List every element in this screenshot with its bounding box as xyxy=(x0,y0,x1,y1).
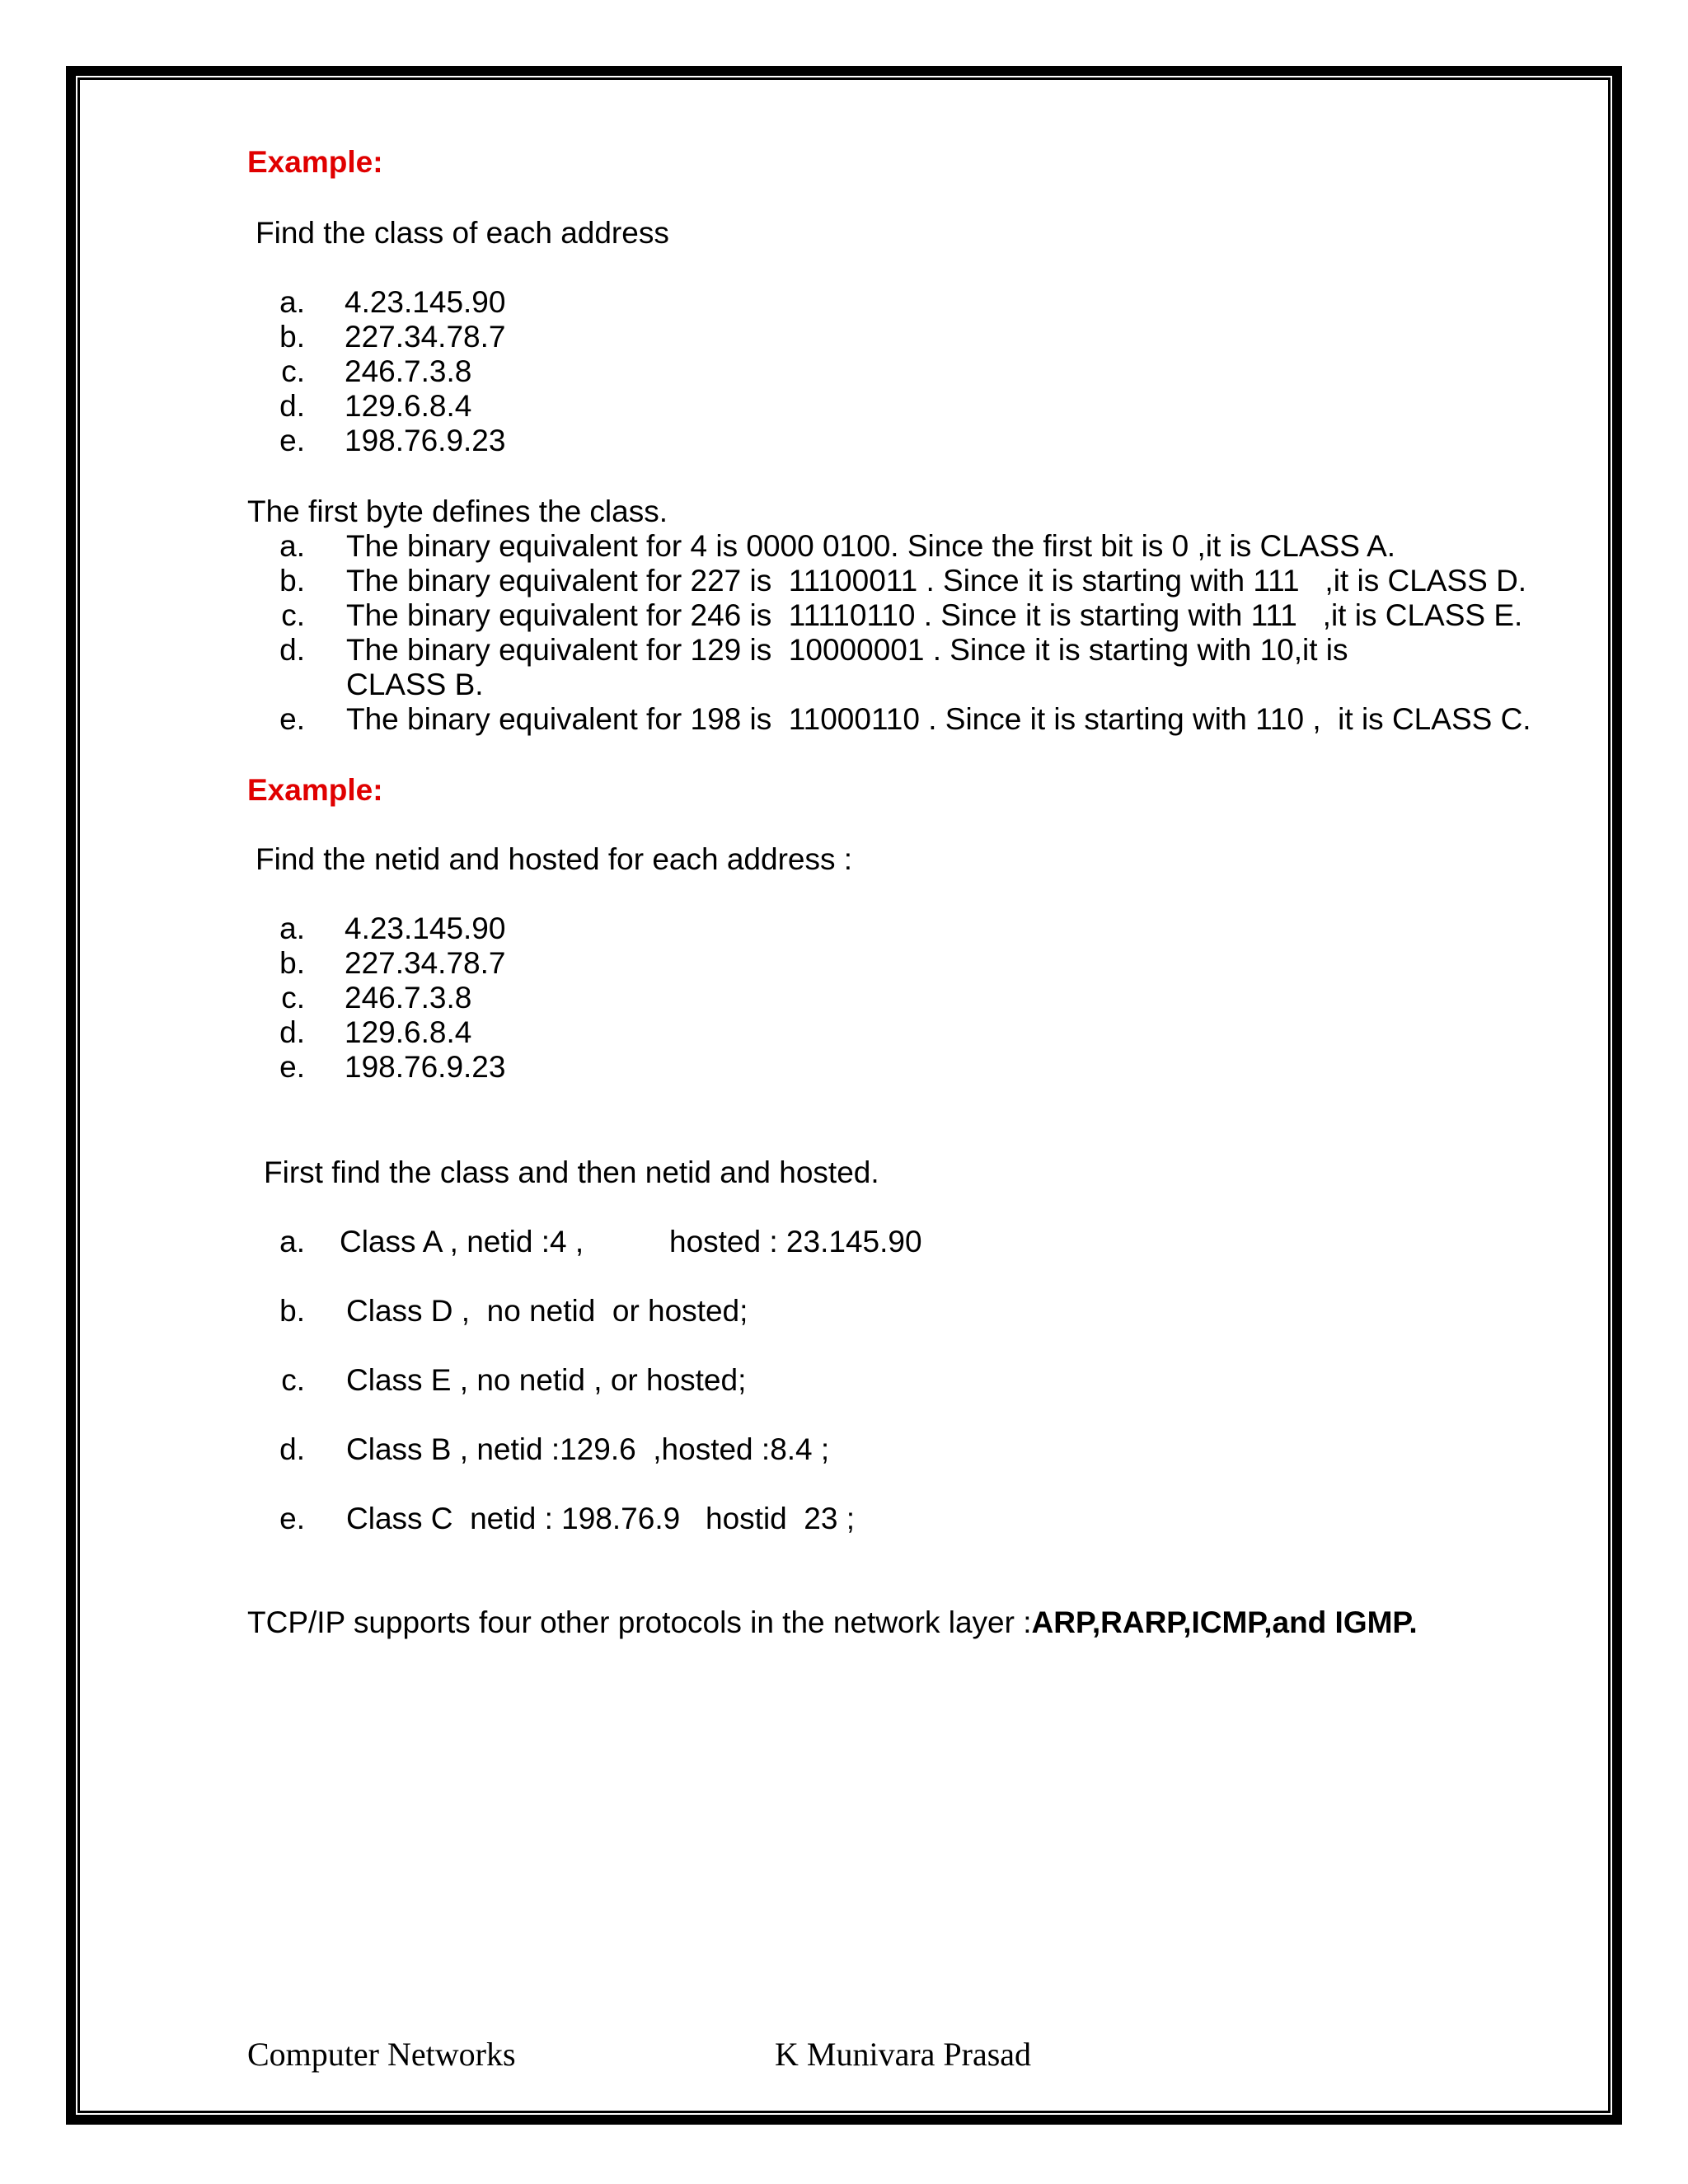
question-1: Find the class of each address xyxy=(256,216,669,250)
footer-author: K Munivara Prasad xyxy=(775,2036,1032,2073)
footer-course: Computer Networks xyxy=(247,2036,516,2073)
closing-paragraph xyxy=(247,1605,1418,1640)
page-border-inner xyxy=(77,77,1611,2113)
example-heading-1: Example: xyxy=(247,145,383,179)
closing-text: TCP/IP supports four other protocols in the network layer : xyxy=(247,1605,1032,1639)
closing-protocols: ARP,RARP,ICMP,and IGMP. xyxy=(1031,1605,1418,1639)
answer-intro-2: First find the class and then netid and hosted. xyxy=(264,1155,879,1189)
answer-intro-1: The first byte defines the class. xyxy=(247,494,668,528)
list-item-continuation: CLASS B. xyxy=(346,668,484,701)
example-heading-2: Example: xyxy=(247,773,383,807)
question-2: Find the netid and hosted for each address : xyxy=(256,842,853,876)
